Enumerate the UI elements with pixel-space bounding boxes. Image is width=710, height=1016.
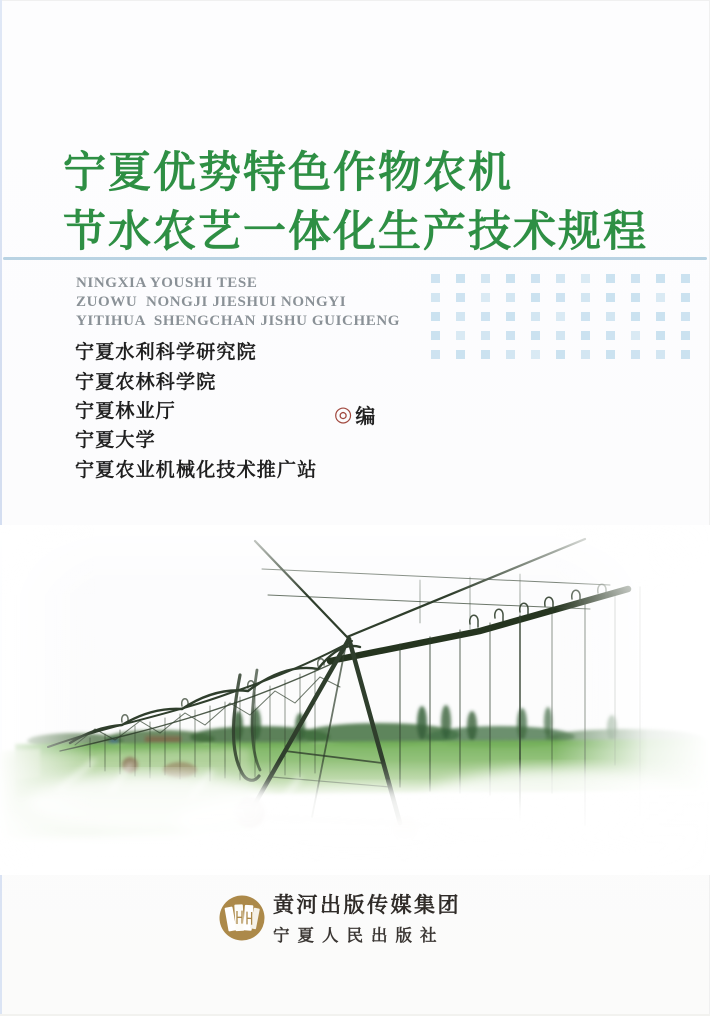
editor-org: 宁夏农林科学院 [75, 371, 217, 393]
checker-square [656, 293, 665, 302]
publisher-press-name: 宁夏人民出版社 [273, 927, 445, 945]
checker-square [556, 293, 565, 302]
checker-square [481, 331, 490, 340]
checker-square [631, 331, 640, 340]
checker-square [481, 350, 490, 359]
checker-square [431, 350, 440, 359]
checker-square [456, 293, 465, 302]
checker-square [606, 350, 615, 359]
pinyin-line: ZUOWU NONGJI JIESHUI NONGYI [76, 294, 347, 310]
checker-square [656, 350, 665, 359]
checker-square [581, 350, 590, 359]
book-title-line1: 宁夏优势特色作物农机 [63, 149, 513, 197]
pinyin-line: YITIHUA SHENGCHAN JISHU GUICHENG [76, 313, 401, 329]
checker-square [581, 274, 590, 283]
checker-square [606, 293, 615, 302]
double-circle-icon: ◎ [334, 403, 353, 426]
checker-square [631, 274, 640, 283]
pinyin-line: NINGXIA YOUSHI TESE [76, 275, 258, 291]
checker-square [431, 293, 440, 302]
checker-square [456, 331, 465, 340]
checker-square [481, 312, 490, 321]
checker-square [556, 312, 565, 321]
editor-org: 宁夏水利科学研究院 [75, 342, 257, 364]
checker-square [456, 350, 465, 359]
checker-square [481, 293, 490, 302]
checker-square [631, 293, 640, 302]
checker-square [481, 274, 490, 283]
checker-square [681, 274, 690, 283]
checker-square [606, 312, 615, 321]
checker-square [581, 293, 590, 302]
title-divider-rule [3, 257, 707, 260]
editor-organizations-list [75, 336, 317, 483]
checker-square [431, 274, 440, 283]
checker-square [456, 312, 465, 321]
checker-square [656, 331, 665, 340]
editor-org: 宁夏林业厅 [75, 400, 177, 422]
checker-square [506, 331, 515, 340]
checker-square [606, 331, 615, 340]
checker-square [506, 350, 515, 359]
checker-square [531, 293, 540, 302]
book-title [63, 144, 648, 262]
checker-square [506, 293, 515, 302]
editor-org: 宁夏大学 [75, 430, 156, 452]
checker-square [606, 274, 615, 283]
checker-square [531, 350, 540, 359]
edited-by-label: 编 [355, 406, 376, 428]
photo-fade-bottom [0, 760, 710, 875]
checker-square [556, 350, 565, 359]
book-title-line2: 节水农艺一体化生产技术规程 [63, 208, 648, 256]
checker-square [431, 331, 440, 340]
checker-square [681, 312, 690, 321]
edited-by-mark [334, 400, 375, 429]
checker-square [431, 312, 440, 321]
checker-pattern-decor [431, 274, 690, 359]
publisher-logo-icon [218, 894, 266, 942]
checker-square [556, 274, 565, 283]
checker-square [681, 350, 690, 359]
publisher-block [218, 889, 461, 946]
checker-square [656, 274, 665, 283]
checker-square [531, 312, 540, 321]
checker-square [631, 350, 640, 359]
checker-square [531, 331, 540, 340]
checker-square [656, 312, 665, 321]
cover-photo-irrigation [0, 525, 710, 875]
checker-square [581, 331, 590, 340]
checker-square [506, 274, 515, 283]
checker-square [456, 274, 465, 283]
editor-org: 宁夏农业机械化技术推广站 [75, 459, 318, 481]
pinyin-block [76, 274, 400, 331]
checker-square [681, 331, 690, 340]
checker-square [631, 312, 640, 321]
checker-square [556, 331, 565, 340]
checker-square [581, 312, 590, 321]
checker-square [531, 274, 540, 283]
checker-square [506, 312, 515, 321]
publisher-group-name: 黄河出版传媒集团 [273, 894, 461, 917]
checker-square [681, 293, 690, 302]
